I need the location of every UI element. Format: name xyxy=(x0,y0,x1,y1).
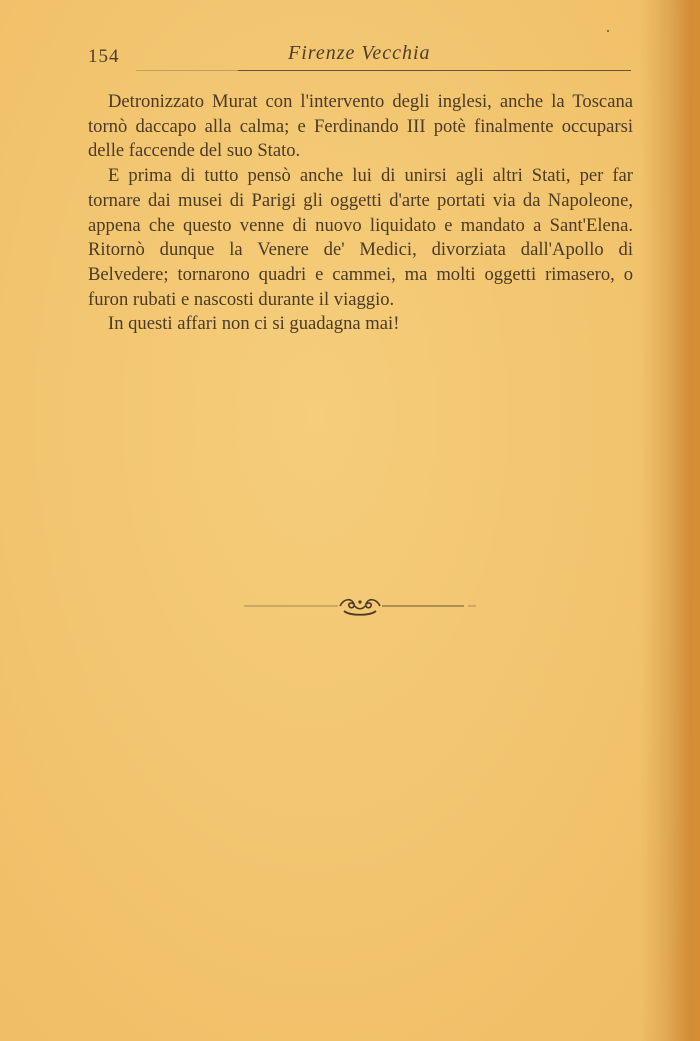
print-speck xyxy=(607,30,609,32)
paragraph: E prima di tutto pensò anche lui di unirsi agli altri Stati, per far tornare dai musei di Parigi gli oggetti d'arte portati via da Napoleone, appena che questo venne di nuovo liquidato e mandato a Sant'Elena. Ritornò dunque la Venere de' Medici, divorziata dall'Apollo di Belvedere; tornarono quadri e cammei, ma molti oggetti rimasero, o furon rubati e nascosti durante il viaggio. xyxy=(88,165,633,310)
body-text xyxy=(88,90,633,337)
floral-tailpiece-icon xyxy=(240,594,480,618)
paragraph: In questi affari non ci si guadagna mai! xyxy=(108,313,400,335)
header-rule xyxy=(238,70,631,71)
page-number: 154 xyxy=(88,46,120,67)
header-rule-faint xyxy=(136,70,238,71)
running-title: Firenze Vecchia xyxy=(288,42,431,64)
running-head xyxy=(88,38,633,70)
paragraph: Detronizzato Murat con l'intervento degli inglesi, anche la Toscana tornò daccapo alla calma; e Ferdinando III potè finalmente occuparsi delle faccende del suo Stato. xyxy=(88,91,633,162)
